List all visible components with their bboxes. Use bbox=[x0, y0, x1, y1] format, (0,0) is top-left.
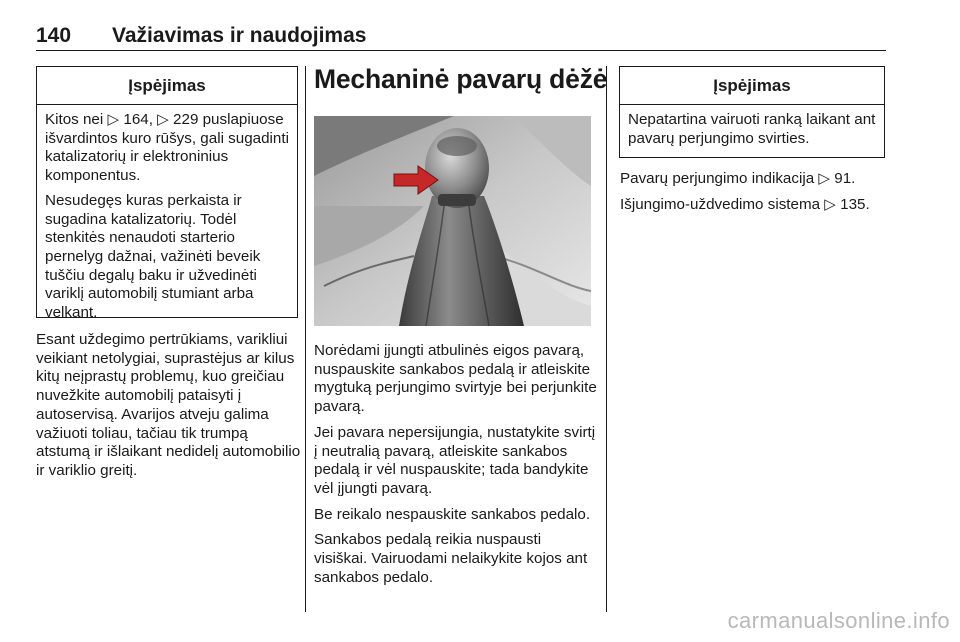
cross-reference-link[interactable]: Pavarų perjungimo indikacija ▷ 91. bbox=[620, 170, 856, 187]
warning-title: Įspėjimas bbox=[37, 67, 297, 105]
header-rule bbox=[36, 50, 886, 51]
warning-paragraph: Kitos nei ▷ 164, ▷ 229 puslapiuose išvardintos kuro rūšys, gali sugadinti katalizatorių ir elektroninius komponentus. bbox=[45, 111, 289, 185]
left-body bbox=[36, 331, 302, 481]
column-divider-left bbox=[305, 66, 306, 612]
page-number: 140 bbox=[36, 24, 72, 47]
middle-body bbox=[314, 342, 598, 587]
chapter-title: Važiavimas ir naudojimas bbox=[112, 24, 367, 47]
warning-box-fuel bbox=[36, 66, 298, 322]
warning-paragraph: Nesudegęs kuras perkaista ir sugadina katalizatorių. Todėl stenkitės nenaudoti starterio pernelyg dažnai, važinėti beveik tuščiu degalų baku ir užvedinėti variklį automobilį stumiant arba velkant. bbox=[45, 191, 261, 322]
section-title: Mechaninė pavarų dėžė bbox=[314, 64, 608, 94]
watermark: carmanualsonline.info bbox=[727, 608, 950, 633]
body-paragraph: Sankabos pedalą reikia nuspausti visiškai. Vairuodami nelaikykite kojos ant sankabos pedalo. bbox=[314, 531, 588, 586]
warning-body bbox=[37, 105, 297, 331]
column-divider-right bbox=[606, 66, 607, 612]
body-paragraph: Be reikalo nespauskite sankabos pedalo. bbox=[314, 505, 591, 523]
body-paragraph: Jei pavara nepersijungia, nustatykite svirtį į neutralią pavarą, atleiskite sankabos pedalą ir vėl nuspauskite; tada bandykite vėl įjungti pavarą. bbox=[314, 423, 596, 497]
warning-paragraph: Nepatartina vairuoti ranką laikant ant pavarų perjungimo svirties. bbox=[628, 111, 876, 147]
warning-body bbox=[620, 105, 884, 156]
body-paragraph: Norėdami įjungti atbulinės eigos pavarą, nuspauskite sankabos pedalą ir atleiskite mygtuką perjungimo svirtyje bei perjunkite pavarą. bbox=[314, 342, 597, 416]
gear-shift-figure bbox=[314, 116, 591, 326]
gear-shift-knob-icon bbox=[314, 116, 591, 326]
warning-box-gear-lever bbox=[619, 66, 885, 158]
warning-title: Įspėjimas bbox=[620, 67, 884, 105]
body-paragraph: Esant uždegimo pertrūkiams, varikliui veikiant netolygiai, suprastėjus ar kilus kitų neįprastų problemų, kuo greičiau nuvežkite automobilį pataisyti į autoservisą. Avarijos atveju galima važiuoti toliau, tačiau tik trumpą atstumą ir išlaikant nedidelį automobilio ir variklio greitį. bbox=[36, 331, 301, 479]
cross-reference-link[interactable]: Išjungimo-uždvedimo sistema ▷ 135. bbox=[620, 195, 870, 213]
right-body bbox=[620, 170, 890, 214]
